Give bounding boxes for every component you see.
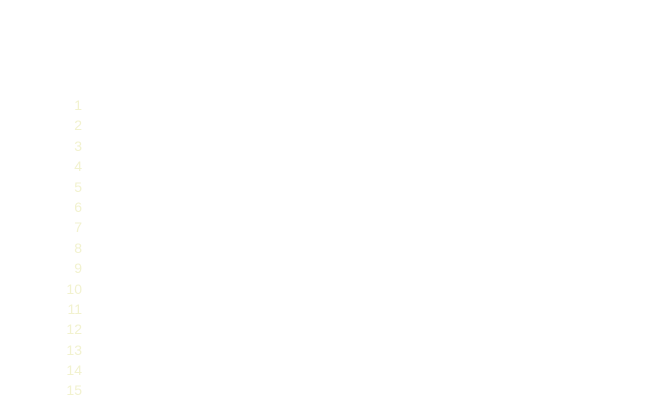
table-row [0, 258, 661, 278]
table-row [0, 319, 661, 339]
table-row [0, 279, 661, 299]
row-rank: 1 [74, 97, 82, 113]
table-row [0, 177, 661, 197]
row-rank: 14 [66, 362, 82, 379]
table-row [0, 115, 661, 135]
table-row [0, 238, 661, 258]
row-rank: 9 [74, 260, 82, 277]
row-rank: 12 [66, 321, 82, 338]
row-rank: 7 [74, 219, 82, 236]
table-row [0, 380, 661, 400]
row-rank: 4 [74, 158, 82, 175]
row-rank: 15 [66, 382, 82, 399]
table-row [0, 340, 661, 360]
table-row [0, 197, 661, 217]
row-rank: 13 [66, 341, 82, 358]
row-rank: 2 [74, 117, 82, 134]
table-row [0, 156, 661, 176]
row-rank: 8 [74, 239, 82, 256]
row-rank: 11 [67, 300, 82, 317]
row-rank: 5 [74, 178, 82, 195]
row-rank: 10 [66, 280, 82, 297]
table-row [0, 217, 661, 237]
table-row [0, 136, 661, 156]
table-row [0, 299, 661, 319]
row-rank: 6 [74, 198, 82, 215]
row-rank: 3 [74, 137, 82, 154]
score-table [0, 95, 661, 401]
table-row [0, 360, 661, 380]
table-row [0, 95, 661, 115]
